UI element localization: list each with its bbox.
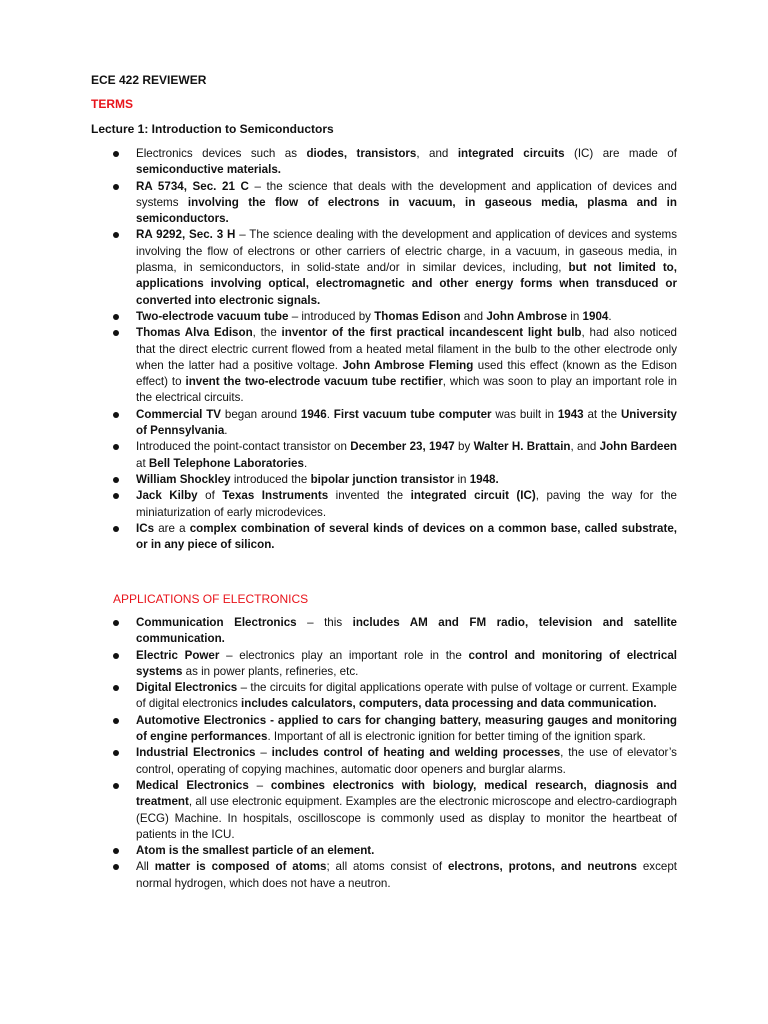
bullet-text: combines electronics with biology, medical research, diagnosis and treatment	[136, 778, 678, 809]
bullet-text: at	[136, 456, 149, 470]
bullet-item	[113, 843, 677, 859]
bullet-text: electrons, protons, and neutrons	[447, 860, 637, 874]
bullet-text: integrated circuit (IC)	[410, 489, 536, 503]
bullet-text: All	[136, 860, 155, 874]
bullet-text: .	[303, 456, 308, 470]
bullet-text: (IC) are made of	[564, 147, 677, 160]
bullet-text: University of Pennsylvania	[136, 407, 677, 438]
bullet-text: 1904	[582, 309, 609, 323]
bullet-text: Commercial TV	[136, 407, 222, 421]
bullet-text: Walter H. Brattain	[473, 440, 571, 454]
bullet-text: Electric Power	[136, 648, 220, 662]
bullet-text: was built in	[491, 407, 558, 421]
bullet-item	[113, 179, 677, 228]
bullet-text: ; all atoms consist of	[326, 860, 448, 874]
bullet-text: December 23, 1947	[350, 440, 455, 454]
bullet-text: Industrial Electronics	[136, 746, 256, 760]
bullet-text: includes AM and FM radio, television and satellite communication.	[136, 616, 677, 646]
bullet-text: –	[248, 778, 271, 792]
bullet-text: introduced the	[230, 472, 311, 486]
bullet-item	[113, 615, 677, 648]
bullet-text: used this effect (known as the Edison effect) to	[136, 358, 678, 389]
bullet-text: 1946	[300, 407, 327, 421]
bullet-text: and	[460, 309, 487, 323]
document-title: ECE 422 REVIEWER	[91, 73, 207, 87]
bullet-item	[113, 648, 677, 681]
bullet-text: diodes, transistors	[306, 147, 417, 160]
bullet-text: John Bardeen	[599, 440, 678, 454]
bullet-text: , the	[252, 326, 282, 340]
bullet-text: 1943	[557, 407, 584, 421]
bullet-item	[113, 778, 677, 843]
bullet-text: – electronics play an important role in the	[219, 648, 469, 662]
bullet-item	[113, 680, 677, 713]
bullet-text: at the	[583, 407, 621, 421]
bullet-text: .	[224, 424, 228, 438]
bullet-text: invent the two-electrode vacuum tube rectifier	[185, 375, 443, 389]
bullet-text: RA 5734, Sec. 21 C	[136, 179, 249, 193]
bullet-text: are a	[154, 521, 190, 535]
bullet-text: Jack Kilby	[136, 489, 198, 503]
bullet-text: as in power plants, refineries, etc.	[182, 664, 359, 678]
bullet-text: began around	[221, 407, 301, 421]
bullet-text: – the science that deals with the development and application of devices and systems	[136, 179, 677, 209]
lecture-heading: Lecture 1: Introduction to Semiconductors	[91, 122, 334, 136]
bullet-item	[113, 713, 677, 746]
bullet-text: First vacuum tube computer	[333, 407, 492, 421]
bullet-text: , paving the way for the miniaturization of early microdevices.	[136, 489, 677, 519]
bullet-text: , and	[416, 147, 458, 160]
applications-heading: APPLICATIONS OF ELECTRONICS	[113, 592, 309, 606]
bullet-item	[113, 407, 677, 440]
bullet-text: ICs	[136, 521, 155, 535]
bullet-text: Thomas Alva Edison	[136, 326, 253, 340]
bullet-text: control and monitoring of electrical systems	[136, 648, 677, 678]
bullet-text: inventor of the first practical incandescent light bulb	[281, 326, 582, 340]
bullet-text: Texas Instruments	[222, 489, 329, 503]
bullet-text: . Important of all is electronic ignition for better timing of the ignition spark.	[267, 730, 646, 744]
bullet-item	[113, 146, 677, 179]
bullet-text: integrated circuits	[457, 147, 565, 160]
terms-heading: TERMS	[91, 97, 133, 111]
bullet-text: in	[454, 472, 470, 486]
bullet-text: complex combination of several kinds of devices on a common base, called substrate, or in any piece of silicon.	[136, 521, 677, 552]
applications-bullet-list	[113, 615, 677, 892]
lecture-bullet-list	[113, 146, 677, 553]
bullet-text: Introduced the point-contact transistor on	[136, 440, 351, 454]
bullet-text: RA 9292, Sec. 3 H	[136, 228, 236, 242]
bullet-text: Electronics devices such as	[136, 147, 307, 160]
bullet-text: in	[567, 309, 583, 323]
bullet-text: Thomas Edison	[374, 309, 461, 323]
bullet-text: – the circuits for digital applications operate with pulse of voltage or current. Example of digital electronics	[136, 681, 677, 711]
bullet-item	[113, 859, 677, 892]
bullet-text: except normal hydrogen, which does not have a neutron.	[136, 860, 678, 890]
bullet-text: John Ambrose	[486, 309, 568, 323]
bullet-text: Atom is the smallest particle of an element.	[136, 844, 375, 858]
bullet-text: of	[197, 489, 223, 503]
bullet-text: , had also noticed that the direct electric current flowed from a heated metal filament in the bulb to the other electrode only when the latter had a positive voltage.	[136, 326, 677, 372]
bullet-item	[113, 309, 677, 325]
bullet-item	[113, 439, 677, 472]
bullet-text: semiconductive materials.	[136, 163, 281, 177]
bullet-text: , which was soon to play an important role in the electrical circuits.	[136, 375, 677, 405]
bullet-text: Two-electrode vacuum tube	[136, 309, 289, 323]
bullet-item	[113, 745, 677, 778]
bullet-text: bipolar junction transistor	[310, 472, 455, 486]
bullet-text: .	[608, 309, 612, 323]
bullet-text: , and	[570, 440, 600, 454]
bullet-text: John Ambrose Fleming	[342, 358, 474, 372]
bullet-text: –	[255, 746, 272, 760]
bullet-item	[113, 325, 677, 406]
bullet-text: by	[454, 440, 474, 454]
bullet-text: Digital Electronics	[136, 681, 238, 695]
bullet-text: includes calculators, computers, data processing and data communication.	[241, 697, 657, 711]
bullet-text: involving the flow of electrons in vacuum, in gaseous media, plasma and in semiconductors.	[136, 195, 677, 226]
bullet-text: – introduced by	[288, 309, 375, 323]
bullet-item	[113, 472, 677, 488]
bullet-text: matter is composed of atoms	[154, 860, 327, 874]
bullet-text: invented the	[328, 489, 411, 503]
bullet-item	[113, 521, 677, 554]
bullet-text: – this	[296, 616, 353, 629]
bullet-item	[113, 488, 677, 521]
bullet-text: 1948.	[469, 472, 499, 486]
bullet-text: Automotive Electronics - applied to cars for changing battery, measuring gauges and monitoring of engine performances	[136, 713, 677, 744]
bullet-text: Communication Electronics	[136, 616, 297, 629]
bullet-text: includes control of heating and welding processes	[271, 746, 561, 760]
bullet-text: , the use of elevator’s control, operating of copying machines, automatic door openers and burglar alarms.	[136, 746, 677, 776]
bullet-text: Bell Telephone Laboratories	[148, 456, 304, 470]
bullet-text: , all use electronic equipment. Examples are the electronic microscope and electro-cardiograph (ECG) Machine. In hospitals, oscilloscope is commonly used as display to monitor the heartbeat of patients in the ICU.	[136, 795, 677, 841]
bullet-text: Medical Electronics	[136, 778, 249, 792]
bullet-text: – The science dealing with the development and application of devices and systems involving the flow of electrons or other carriers of electric charge, in a vacuum, in gaseous media, in plasma, in semiconductors, in solid-state and/or in similar devices, including,	[136, 228, 677, 275]
bullet-text: .	[326, 407, 334, 421]
bullet-item	[113, 227, 677, 308]
bullet-text: but not limited to, applications involving optical, electromagnetic and other energy forms when transduced or converted into electronic signals.	[136, 261, 677, 307]
bullet-text: William Shockley	[136, 472, 231, 486]
